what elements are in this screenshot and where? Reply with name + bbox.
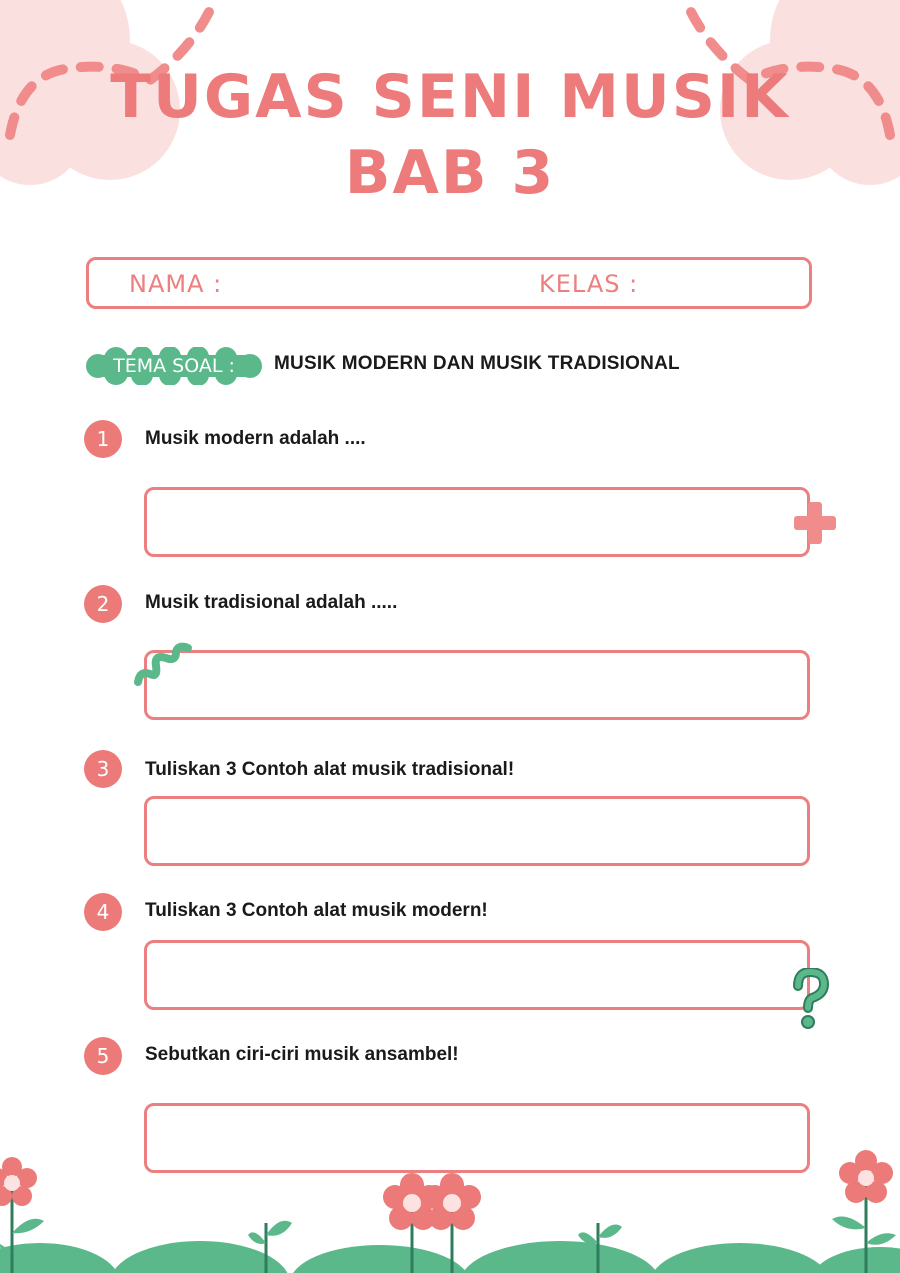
class-label: KELAS :: [539, 270, 639, 298]
answer-input-1[interactable]: [147, 490, 807, 554]
question-text-2: Musik tradisional adalah .....: [145, 592, 398, 613]
question-text-1: Musik modern adalah ....: [145, 428, 366, 449]
student-info-box[interactable]: [86, 257, 812, 309]
question-number-1: 1: [84, 420, 122, 458]
answer-box-3[interactable]: [144, 796, 810, 866]
answer-input-2[interactable]: [147, 653, 807, 717]
question-number-2: 2: [84, 585, 122, 623]
theme-badge: [86, 347, 262, 385]
answer-box-2[interactable]: [144, 650, 810, 720]
question-number-3: 3: [84, 750, 122, 788]
garden-decoration: [0, 1143, 900, 1273]
question-text-4: Tuliskan 3 Contoh alat musik modern!: [145, 900, 488, 921]
question-text-5: Sebutkan ciri-ciri musik ansambel!: [145, 1044, 459, 1065]
page-title: TUGAS SENI MUSIK: [110, 62, 790, 132]
page-subtitle: BAB 3: [344, 138, 556, 208]
question-mark-icon: [790, 968, 830, 1030]
answer-input-3[interactable]: [147, 799, 807, 863]
plus-icon: [792, 500, 838, 546]
squiggle-icon: [132, 640, 194, 688]
theme-value: MUSIK MODERN DAN MUSIK TRADISIONAL: [274, 353, 680, 374]
answer-box-4[interactable]: [144, 940, 810, 1010]
question-text-3: Tuliskan 3 Contoh alat musik tradisional!: [145, 759, 515, 780]
theme-label: TEMA SOAL :: [113, 355, 235, 377]
name-label: NAMA :: [129, 270, 223, 298]
question-number-4: 4: [84, 893, 122, 931]
question-number-5: 5: [84, 1037, 122, 1075]
answer-input-4[interactable]: [147, 943, 807, 1007]
answer-box-1[interactable]: [144, 487, 810, 557]
